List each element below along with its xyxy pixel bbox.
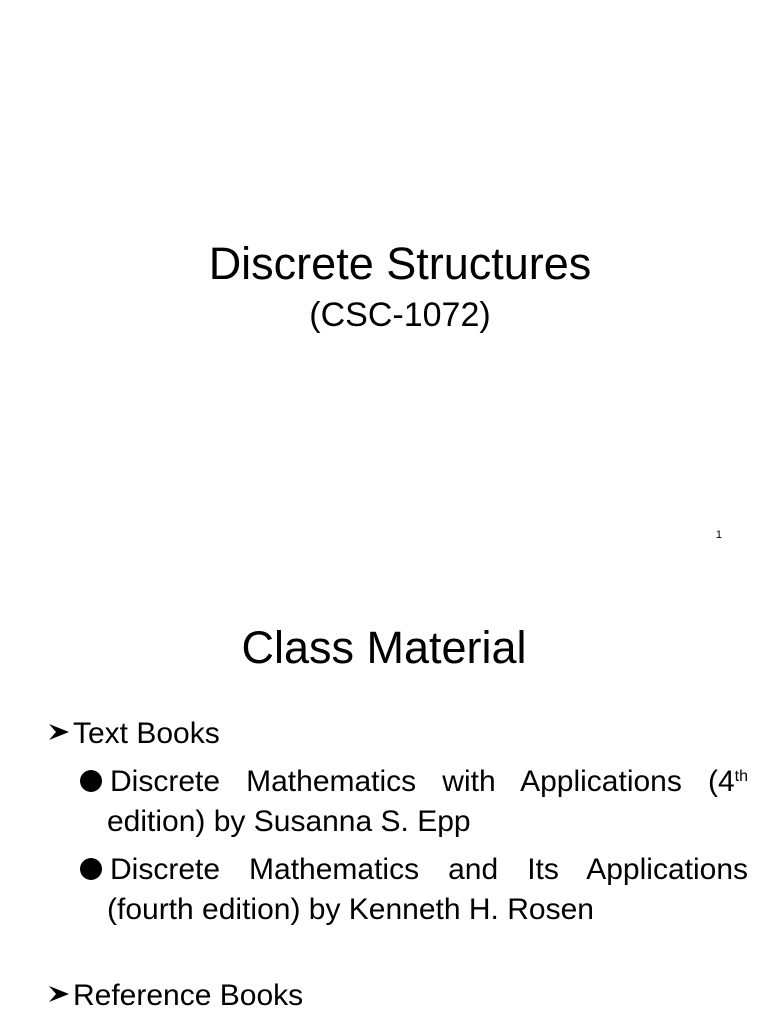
slide-title: Class Material: [241, 622, 527, 673]
arrowhead-bullet-icon: [47, 985, 73, 1003]
bullet-dot-icon: [80, 858, 102, 880]
section-reference-books: [47, 976, 303, 1016]
list-item: [80, 850, 748, 930]
superscript: th: [734, 768, 748, 785]
book-title-part: Discrete Mathematics with Applications (4: [110, 765, 735, 798]
section-label: Text Books: [73, 717, 220, 750]
class-material-slide: [0, 576, 768, 1024]
bullet-dot-icon: [80, 770, 102, 792]
arrowhead-bullet-icon: [47, 723, 73, 741]
slide-title: Discrete Structures: [208, 238, 592, 289]
course-code: (CSC-1072): [309, 296, 491, 334]
list-item: [80, 762, 748, 842]
section-label: Reference Books: [73, 979, 304, 1012]
page-number: 1: [715, 529, 722, 541]
book-title: Discrete Mathematics and Its Applications (fourth edition) by Kenneth H. Rosen: [107, 853, 748, 926]
section-text-books: [47, 714, 220, 754]
book-title-part: edition) by Susanna S. Epp: [107, 805, 471, 838]
